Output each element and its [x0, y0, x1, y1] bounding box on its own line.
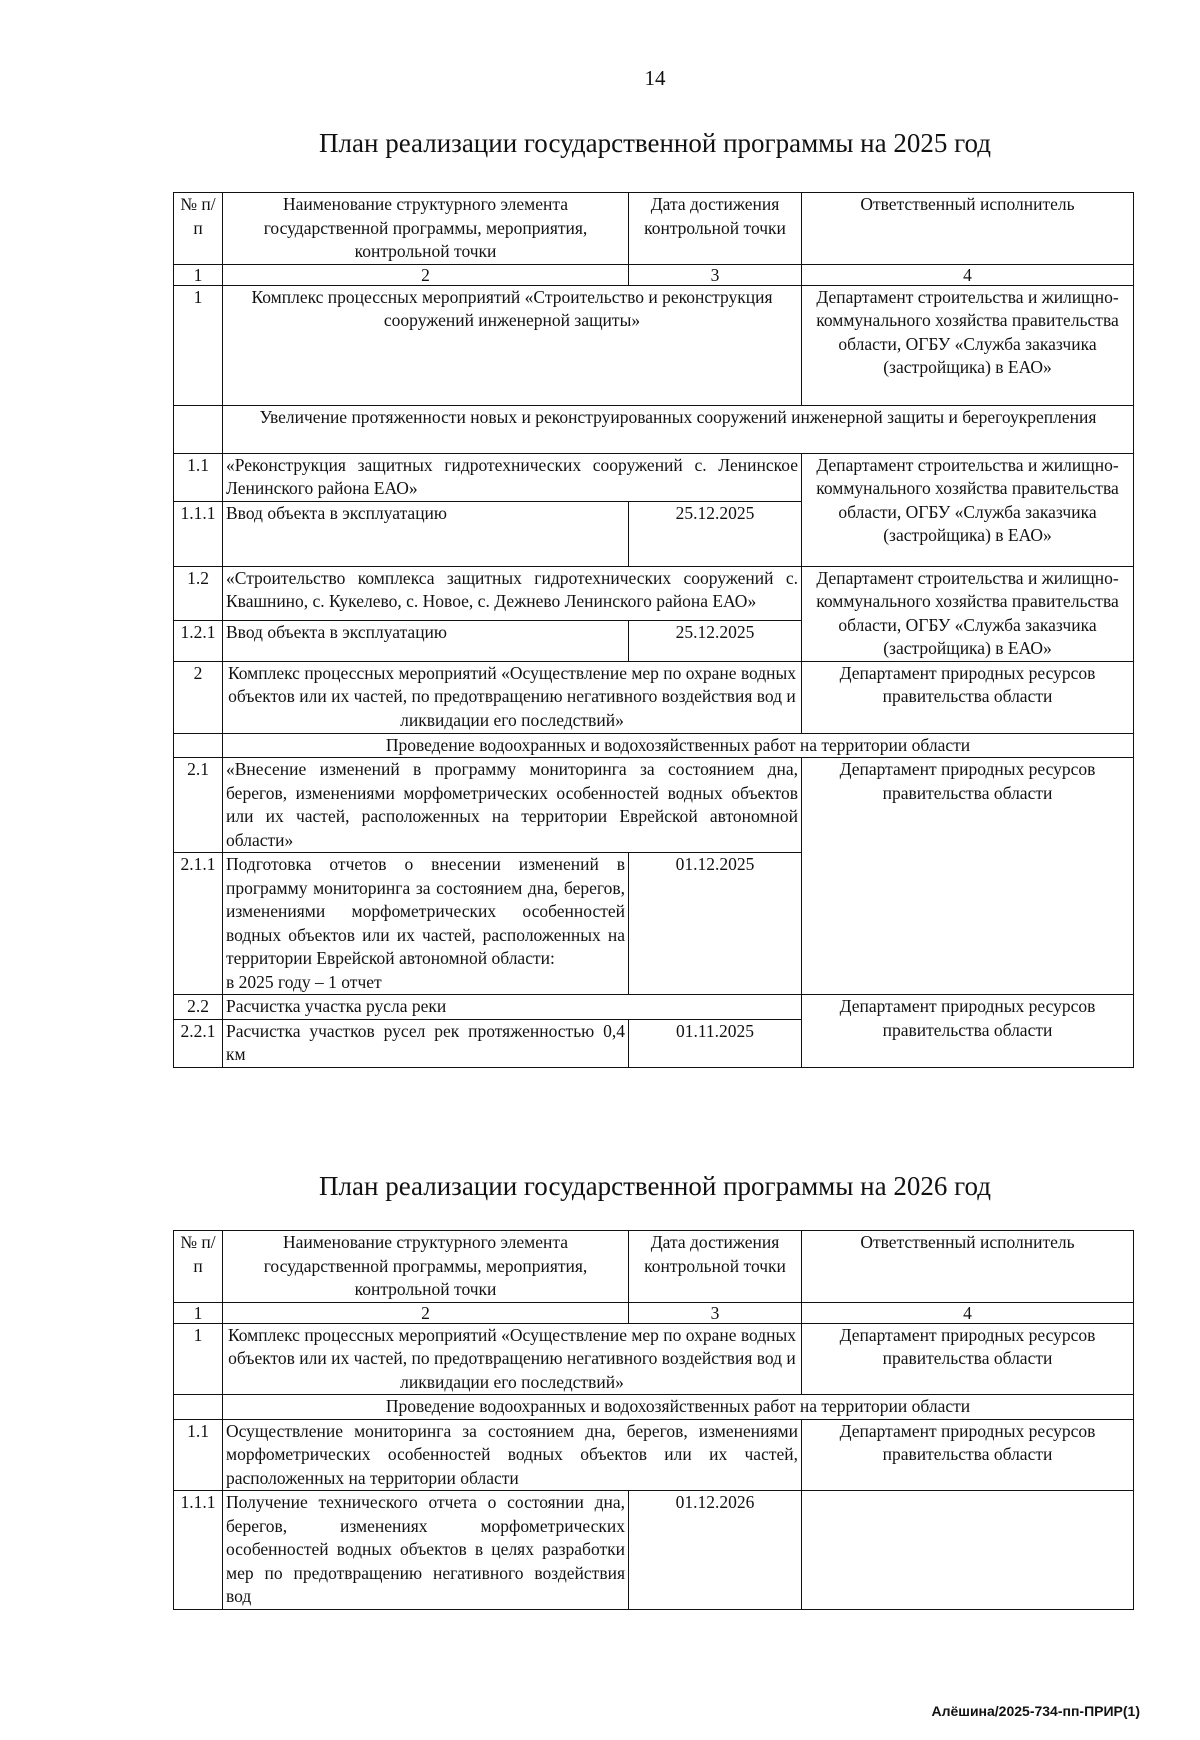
row-responsible: Департамент природных ресурсов правительства области	[802, 995, 1134, 1068]
row-number-empty	[174, 733, 223, 758]
column-number: 3	[629, 1302, 802, 1323]
header-num: № п/п	[174, 1231, 223, 1303]
column-number: 4	[802, 1302, 1134, 1323]
row-name: Ввод объекта в эксплуатацию	[223, 620, 629, 661]
row-number: 2.1	[174, 758, 223, 853]
row-number: 2	[174, 661, 223, 733]
header-row	[174, 1231, 1134, 1303]
task-row	[174, 733, 1134, 758]
row-name: Ввод объекта в эксплуатацию	[223, 501, 629, 566]
row-date: 01.11.2025	[629, 1019, 802, 1067]
column-number: 2	[223, 1302, 629, 1323]
table-row	[174, 285, 1134, 405]
table-row	[174, 661, 1134, 733]
row-name-tail: в 2025 году – 1 отчет	[226, 971, 382, 992]
row-date: 01.12.2025	[629, 853, 802, 995]
row-responsible: Департамент строительства и жилищно-коммунального хозяйства правительства области, ОГБУ «Служба заказчика (застройщика) в ЕАО»	[802, 453, 1134, 566]
document-code-footer: Алёшина/2025-734-пп-ПРИР(1)	[931, 1703, 1140, 1719]
column-number: 2	[223, 264, 629, 285]
header-name: Наименование структурного элемента государственной программы, мероприятия, контрольной точки	[223, 1231, 629, 1303]
plan-2026-table	[173, 1230, 1134, 1610]
task-row	[174, 405, 1134, 453]
header-num: № п/п	[174, 193, 223, 265]
plan-2025-table	[173, 192, 1134, 1068]
row-responsible: Департамент строительства и жилищно-коммунального хозяйства правительства области, ОГБУ «Служба заказчика (застройщика) в ЕАО»	[802, 285, 1134, 405]
table-row	[174, 1419, 1134, 1491]
row-responsible: Департамент природных ресурсов правительства области	[802, 661, 1134, 733]
row-name-cell	[223, 853, 629, 995]
row-number: 1.1.1	[174, 501, 223, 566]
row-date: 25.12.2025	[629, 501, 802, 566]
header-name: Наименование структурного элемента государственной программы, мероприятия, контрольной точки	[223, 193, 629, 265]
task-row	[174, 1395, 1134, 1420]
row-number: 2.2	[174, 995, 223, 1020]
row-number: 1	[174, 285, 223, 405]
row-responsible: Департамент природных ресурсов правительства области	[802, 1419, 1134, 1491]
column-number: 4	[802, 264, 1134, 285]
table-row	[174, 758, 1134, 853]
row-number: 1.1	[174, 1419, 223, 1491]
column-numbers-row	[174, 264, 1134, 285]
header-date: Дата достижения контрольной точки	[629, 1231, 802, 1303]
task-text: Проведение водоохранных и водохозяйственных работ на территории области	[223, 733, 1134, 758]
row-date: 25.12.2025	[629, 620, 802, 661]
header-responsible: Ответственный исполнитель	[802, 193, 1134, 265]
row-name: Комплекс процессных мероприятий «Строительство и реконструкция сооружений инженерной защиты»	[223, 285, 802, 405]
row-number: 1.1	[174, 453, 223, 501]
row-name: Подготовка отчетов о внесении изменений в программу мониторинга за состоянием дна, берегов, изменениями морфометрических особенностей водных объектов или их частей, расположенных на территории Еврейской автономной области:	[226, 854, 625, 968]
row-number: 1.2	[174, 566, 223, 620]
task-text: Увеличение протяженности новых и реконструированных сооружений инженерной защиты и берегоукрепления	[223, 405, 1134, 453]
table-row	[174, 1323, 1134, 1395]
row-responsible: Департамент природных ресурсов правительства области	[802, 758, 1134, 995]
header-date: Дата достижения контрольной точки	[629, 193, 802, 265]
row-number: 1.1.1	[174, 1491, 223, 1610]
row-responsible-empty	[802, 1491, 1134, 1610]
row-name: Комплекс процессных мероприятий «Осуществление мер по охране водных объектов или их частей, по предотвращению негативного воздействия вод и ликвидации его последствий»	[223, 1323, 802, 1395]
row-name: Комплекс процессных мероприятий «Осуществление мер по охране водных объектов или их частей, по предотвращению негативного воздействия вод и ликвидации его последствий»	[223, 661, 802, 733]
task-text: Проведение водоохранных и водохозяйственных работ на территории области	[223, 1395, 1134, 1420]
row-name: Получение технического отчета о состоянии дна, берегов, изменениях морфометрических особенностей водных объектов в целях разработки мер по предотвращению негативного воздействия вод	[223, 1491, 629, 1610]
row-date: 01.12.2026	[629, 1491, 802, 1610]
row-number: 2.2.1	[174, 1019, 223, 1067]
table-row	[174, 453, 1134, 501]
header-row	[174, 193, 1134, 265]
table-row	[174, 995, 1134, 1020]
row-name: «Строительство комплекса защитных гидротехнических сооружений с. Квашнино, с. Кукелево, с. Новое, с. Дежнево Ленинского района ЕАО»	[223, 566, 802, 620]
row-name: «Внесение изменений в программу мониторинга за состоянием дна, берегов, изменениями морфометрических особенностей водных объектов или их частей, расположенных на территории Еврейской автономной области»	[223, 758, 802, 853]
page-number: 14	[644, 66, 666, 90]
table-row	[174, 1491, 1134, 1610]
table-row	[174, 566, 1134, 620]
row-responsible: Департамент строительства и жилищно-коммунального хозяйства правительства области, ОГБУ «Служба заказчика (застройщика) в ЕАО»	[802, 566, 1134, 661]
plan-2026-title: План реализации государственной программы на 2026 год	[319, 1171, 991, 1201]
header-responsible: Ответственный исполнитель	[802, 1231, 1134, 1303]
column-number: 1	[174, 264, 223, 285]
plan-2025-title: План реализации государственной программы на 2025 год	[319, 128, 991, 158]
row-name: Осуществление мониторинга за состоянием дна, берегов, изменениями морфометрических особенностей водных объектов или их частей, расположенных на территории области	[223, 1419, 802, 1491]
row-number: 1.2.1	[174, 620, 223, 661]
row-name: «Реконструкция защитных гидротехнических сооружений с. Ленинское Ленинского района ЕАО»	[223, 453, 802, 501]
row-number: 1	[174, 1323, 223, 1395]
column-numbers-row	[174, 1302, 1134, 1323]
row-name: Расчистка участков русел рек протяженностью 0,4 км	[223, 1019, 629, 1067]
row-number: 2.1.1	[174, 853, 223, 995]
row-number-empty	[174, 405, 223, 453]
column-number: 3	[629, 264, 802, 285]
column-number: 1	[174, 1302, 223, 1323]
row-responsible: Департамент природных ресурсов правительства области	[802, 1323, 1134, 1395]
row-name: Расчистка участка русла реки	[223, 995, 802, 1020]
row-number-empty	[174, 1395, 223, 1420]
